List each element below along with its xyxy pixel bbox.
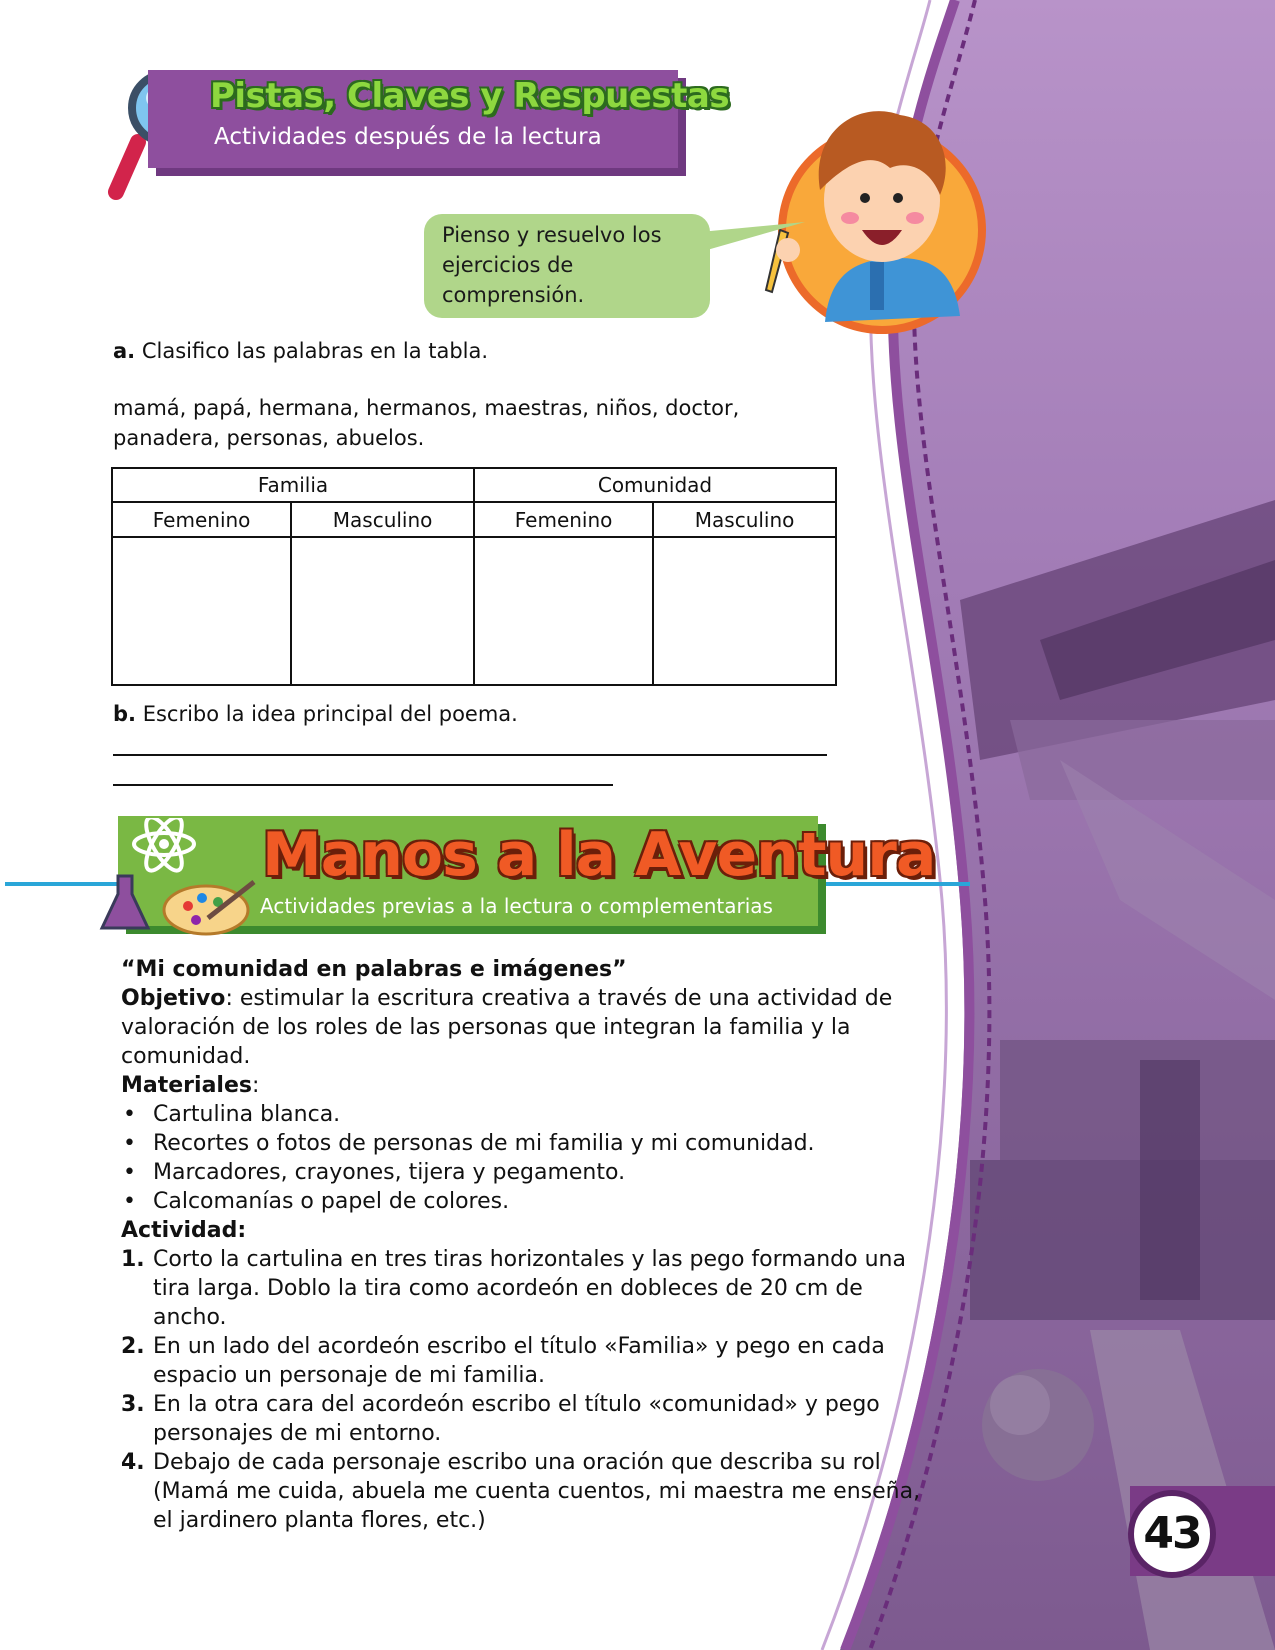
boy-with-pencil-illustration xyxy=(750,90,990,340)
step-text: Debajo de cada personaje escribo una oración que describa su rol (Mamá me cuida, abuela me cuenta cuentos, mi maestra me enseña, el jardinero planta flores, etc.) xyxy=(153,1450,921,1533)
step-number: 1. xyxy=(121,1247,145,1272)
answer-cell-comunidad-masculino[interactable] xyxy=(653,537,836,685)
activity-section xyxy=(121,955,921,1535)
steps-list xyxy=(121,1245,921,1535)
objective-label: Objetivo xyxy=(121,986,226,1011)
materials-heading xyxy=(121,1071,921,1100)
step-text: En un lado del acordeón escribo el título «Familia» y pego en cada espacio un personaje de mi familia. xyxy=(153,1334,885,1388)
list-item xyxy=(121,1448,921,1535)
table-header-comunidad: Comunidad xyxy=(474,468,836,502)
activity-label: Actividad: xyxy=(121,1218,247,1243)
word-list-line-1: mamá, papá, hermana, hermanos, maestras, niños, doctor, xyxy=(113,396,740,420)
section-b-instruction xyxy=(113,699,518,729)
answer-line-2[interactable] xyxy=(113,784,613,786)
answer-cell-comunidad-femenino[interactable] xyxy=(474,537,653,685)
bubble-line-3: comprensión. xyxy=(442,283,585,307)
table-header-familia: Familia xyxy=(112,468,474,502)
answer-line-1[interactable] xyxy=(113,754,827,756)
speech-bubble xyxy=(424,214,710,318)
table-subheader-familia-masculino: Masculino xyxy=(291,502,474,537)
header-pistas-claves xyxy=(148,70,730,168)
list-item: • Marcadores, crayones, tijera y pegamento. xyxy=(121,1158,921,1187)
materials-list xyxy=(121,1100,921,1216)
objective-paragraph xyxy=(121,984,921,1071)
section-b-marker: b. xyxy=(113,702,137,726)
step-number: 2. xyxy=(121,1334,145,1359)
list-item: • Calcomanías o papel de colores. xyxy=(121,1187,921,1216)
header-title: Manos a la Aventura xyxy=(262,820,936,890)
section-b-text: Escribo la idea principal del poema. xyxy=(142,702,518,726)
list-item: • Cartulina blanca. xyxy=(121,1100,921,1129)
bubble-line-2: ejercicios de xyxy=(442,253,574,277)
palette-icon xyxy=(164,886,248,934)
section-a-marker: a. xyxy=(113,339,136,363)
step-text: En la otra cara del acordeón escribo el título «comunidad» y pego personajes de mi entorno. xyxy=(153,1392,880,1446)
flask-icon xyxy=(102,876,148,928)
section-a-instruction xyxy=(113,336,488,366)
step-text: Corto la cartulina en tres tiras horizontales y las pego formando una tira larga. Doblo la tira como acordeón en dobleces de 20 cm de ancho. xyxy=(153,1247,906,1330)
classification-table xyxy=(111,467,837,686)
word-list-line-2: panadera, personas, abuelos. xyxy=(113,426,425,450)
page-number: 43 xyxy=(1128,1490,1216,1578)
header-subtitle: Actividades previas a la lectura o complementarias xyxy=(260,894,773,918)
objective-text: : estimular la escritura creativa a través de una actividad de valoración de los roles de las personas que integran la familia y la comunidad. xyxy=(121,986,893,1069)
header-title: Pistas, Claves y Respuestas xyxy=(210,76,730,116)
header-subtitle: Actividades después de la lectura xyxy=(214,124,602,150)
activity-title: “Mi comunidad en palabras e imágenes” xyxy=(121,957,627,982)
section-a-text: Clasifico las palabras en la tabla. xyxy=(141,339,489,363)
table-subheader-familia-femenino: Femenino xyxy=(112,502,291,537)
table-subheader-comunidad-masculino: Masculino xyxy=(653,502,836,537)
list-item xyxy=(121,1245,921,1332)
answer-cell-familia-femenino[interactable] xyxy=(112,537,291,685)
bubble-line-1: Pienso y resuelvo los xyxy=(442,223,662,247)
materials-colon: : xyxy=(251,1073,260,1098)
speech-bubble-tail xyxy=(700,222,810,282)
step-number: 4. xyxy=(121,1450,145,1475)
list-item: • Recortes o fotos de personas de mi familia y mi comunidad. xyxy=(121,1129,921,1158)
table-subheader-comunidad-femenino: Femenino xyxy=(474,502,653,537)
step-number: 3. xyxy=(121,1392,145,1417)
answer-cell-familia-masculino[interactable] xyxy=(291,537,474,685)
science-art-icons xyxy=(98,818,258,938)
list-item xyxy=(121,1332,921,1390)
materials-label: Materiales xyxy=(121,1073,252,1098)
list-item xyxy=(121,1390,921,1448)
